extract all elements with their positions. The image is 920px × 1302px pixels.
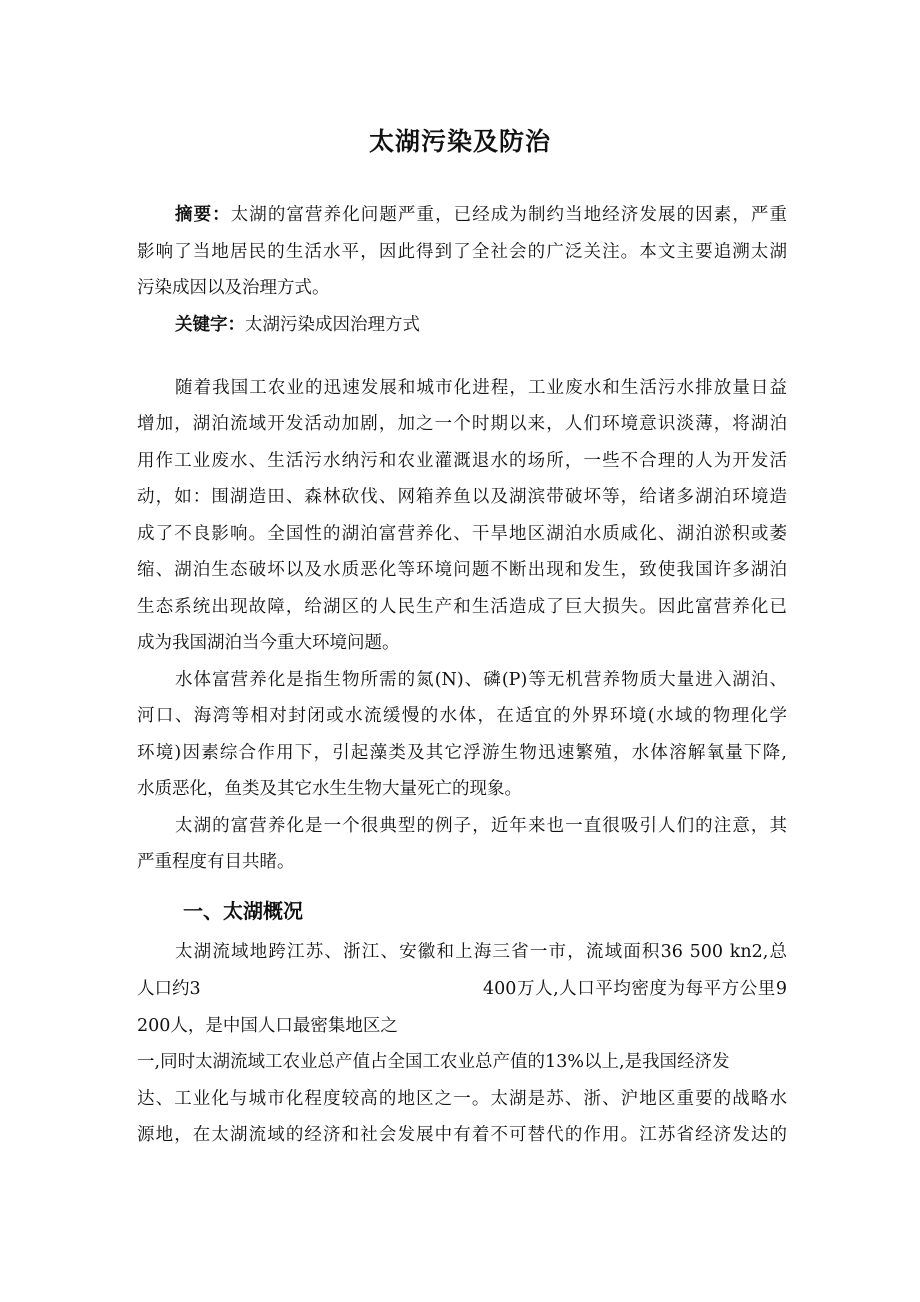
paragraph-2-line-2: 河口、海湾等相对封闭或水流缓慢的水体，在适宜的外界环境(水域的物理化学 bbox=[137, 706, 787, 726]
paragraph-1-line-3: 用作工业废水、生活污水纳污和农业灌溉退水的场所，一些不合理的人为开发活 bbox=[137, 451, 787, 471]
paragraph-1-line-7: 生态系统出现故障，给湖区的人民生产和生活造成了巨大损失。因此富营养化已 bbox=[137, 597, 787, 617]
section-1-line-3: 200人，是中国人口最密集地区之 bbox=[137, 1016, 398, 1036]
abstract-label: 摘要： bbox=[175, 205, 231, 225]
paragraph-3-line-1: 太湖的富营养化是一个很典型的例子，近年来也一直很吸引人们的注意，其 bbox=[175, 816, 787, 836]
abstract-text-1: 太湖的富营养化问题严重，已经成为制约当地经济发展的因素，严重 bbox=[230, 205, 787, 225]
abstract-line-1 bbox=[175, 203, 787, 227]
keywords-label: 关键字： bbox=[175, 315, 245, 335]
paragraph-1-line-6: 缩、湖泊生态破坏以及水质恶化等环境问题不断出现和发生，致使我国许多湖泊 bbox=[137, 560, 787, 580]
section-1-line-2-right: 400万人,人口平均密度为每平方公里9 bbox=[483, 979, 787, 999]
paragraph-1-line-4: 动，如：围湖造田、森林砍伐、网箱养鱼以及湖滨带破坏等，给诸多湖泊环境造 bbox=[137, 487, 787, 507]
paragraph-1-line-5: 成了不良影响。全国性的湖泊富营养化、干旱地区湖泊水质咸化、湖泊淤积或萎 bbox=[137, 524, 787, 544]
paragraph-3-line-2: 严重程度有目共睹。 bbox=[137, 852, 295, 872]
paragraph-1-line-2: 增加，湖泊流域开发活动加剧，加之一个时期以来，人们环境意识淡薄，将湖泊 bbox=[137, 414, 787, 434]
abstract-line-2: 影响了当地居民的生活水平，因此得到了全社会的广泛关注。本文主要追溯太湖 bbox=[137, 242, 787, 262]
paragraph-1-line-8: 成为我国湖泊当今重大环境问题。 bbox=[137, 633, 400, 653]
section-1-line-4: 一,同时太湖流域工农业总产值占全国工农业总产值的13%以上,是我国经济发 bbox=[137, 1052, 730, 1072]
keywords-text: 太湖污染成因治理方式 bbox=[245, 315, 420, 335]
paragraph-2-line-1: 水体富营养化是指生物所需的氮(N)、磷(P)等无机营养物质大量进入湖泊、 bbox=[175, 670, 787, 690]
section-1-line-6: 源地，在太湖流域的经济和社会发展中有着不可替代的作用。江苏省经济发达的 bbox=[137, 1125, 787, 1145]
paragraph-2-line-4: 水质恶化，鱼类及其它水生生物大量死亡的现象。 bbox=[137, 779, 522, 799]
paragraph-1-line-1: 随着我国工农业的迅速发展和城市化进程，工业废水和生活污水排放量日益 bbox=[175, 378, 787, 398]
section-1-line-2-left: 人口约3 bbox=[137, 979, 201, 999]
paragraph-2-line-3: 环境)因素综合作用下，引起藻类及其它浮游生物迅速繁殖，水体溶解氧量下降, bbox=[137, 743, 787, 763]
section-heading: 一、太湖概况 bbox=[183, 899, 303, 923]
section-1-line-1: 太湖流域地跨江苏、浙江、安徽和上海三省一市，流域面积36 500 kn2,总 bbox=[175, 942, 787, 962]
abstract-line-3: 污染成因以及治理方式。 bbox=[137, 278, 330, 298]
section-1-line-5: 达、工业化与城市化程度较高的地区之一。太湖是苏、浙、沪地区重要的战略水 bbox=[137, 1089, 787, 1109]
document-title: 太湖污染及防治 bbox=[368, 127, 551, 156]
keywords-line bbox=[175, 313, 787, 337]
